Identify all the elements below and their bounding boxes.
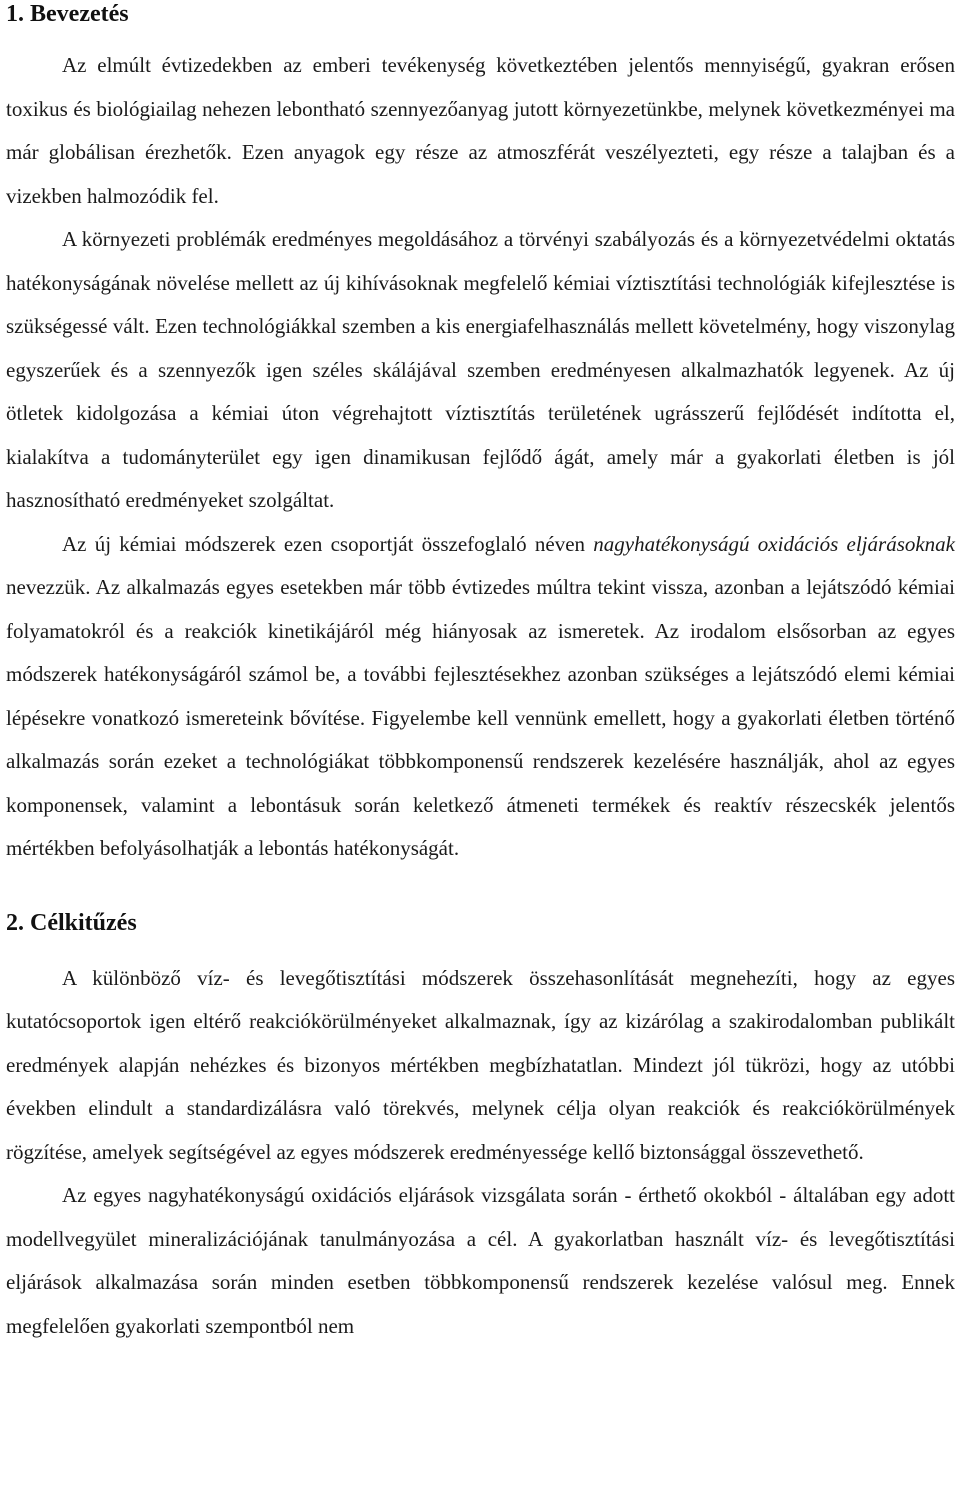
paragraph-text: nevezzük. Az alkalmazás egyes esetekben már több évtizedes múltra tekint vissza, azonban a lejátszódó kémiai folyamatokról és a reakciók kinetikájáról még hiányosak az ismeretek. Az irodalom elsősorban az egyes módszerek hatékonyságáról számol be, a további fejlesztésekhez azonban szükséges a lejátszódó elemi kémiai lépésekre vonatkozó ismereteink bővítése. Figyelembe kell vennünk emellett, hogy a gyakorlati életben történő alkalmazás során ezeket a technológiákat többkomponensű rendszerek kezelésére használják, ahol az egyes komponensek, valamint a lebontásuk során keletkező átmeneti termékek és reaktív részecskék jelentős mértékben befolyásolhatják a lebontás hatékonyságát. — [6, 575, 955, 860]
section-heading: 2. Célkitűzés — [6, 909, 137, 936]
document-page — [6, 0, 955, 1348]
section-bevezetes — [6, 0, 955, 871]
paragraph: A különböző víz- és levegőtisztítási módszerek összehasonlítását megnehezíti, hogy az egyes kutatócsoportok igen eltérő reakciókörülményeket alkalmaznak, így az kizárólag a szakirodalomban publikált eredmények alapján nehézkes és bizonyos mértékben megbízhatatlan. Mindezt jól tükrözi, hogy az utóbbi években elindult a standardizálásra való törekvés, melynek célja olyan reakciók és reakciókörülmények rögzítése, amelyek segítségével az egyes módszerek eredményessége kellő biztonsággal összevethető. — [6, 965, 955, 1164]
paragraph: A környezeti problémák eredményes megoldásához a törvényi szabályozás és a környezetvédelmi oktatás hatékonyságának növelése mellett az új kihívásoknak megfelelő kémiai víztisztítási technológiák kifejlesztése is szükségessé vált. Ezen technológiákkal szemben a kis energiafelhasználás mellett követelmény, hogy viszonylag egyszerűek és a szennyezők igen széles skálájával szemben eredményesen alkalmazhatók legyenek. Az új ötletek kidolgozása a kémiai úton végrehajtott víztisztítás területének ugrásszerű fejlődését indította el, kialakítva a tudományterület egy igen dinamikusan fejlődő ágát, amely már a gyakorlati életben is jól hasznosítható eredményeket szolgáltat. — [6, 227, 955, 512]
paragraph: Az egyes nagyhatékonyságú oxidációs eljárások vizsgálata során - érthető okokból - általában egy adott modellvegyület mineralizációjának tanulmányozása a cél. A gyakorlatban használt víz- és levegőtisztítási eljárások alkalmazása során minden esetben többkomponensű rendszerek kezelése valósul meg. Ennek megfelelően gyakorlati szempontból nem — [6, 1183, 955, 1338]
paragraph-text: Az új kémiai módszerek ezen csoportját összefoglaló néven — [62, 531, 594, 556]
emphasized-term: nagyhatékonyságú oxidációs eljárásoknak — [593, 531, 956, 556]
section-heading: 1. Bevezetés — [6, 1, 129, 27]
section-celkituzes — [6, 909, 955, 1349]
paragraph: Az elmúlt évtizedekben az emberi tevékenység következtében jelentős mennyiségű, gyakran erősen toxikus és biológiailag nehezen lebontható szennyezőanyag jutott környezetünkbe, melynek következményei ma már globálisan érezhetők. Ezen anyagok egy része az atmoszférát veszélyezteti, egy része a talajban és a vizekben halmozódik fel. — [6, 53, 955, 208]
section-body — [6, 957, 955, 1349]
paragraph — [6, 523, 955, 871]
section-body — [6, 44, 955, 871]
